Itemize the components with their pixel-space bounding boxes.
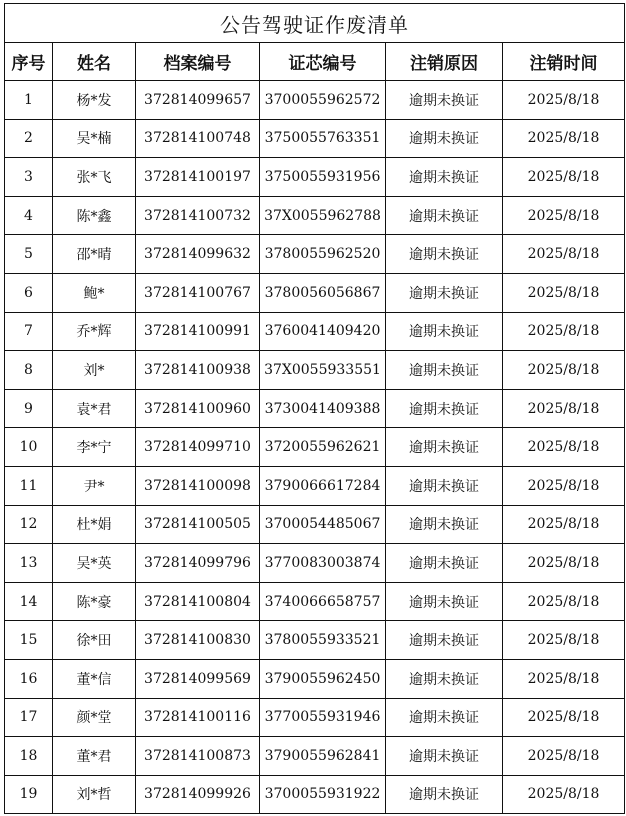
cancel-date-cell: 2025/8/18 (503, 119, 625, 158)
seq-cell: 19 (5, 775, 53, 814)
certificate-number-cell: 3750055931956 (260, 158, 386, 197)
seq-cell: 17 (5, 698, 53, 737)
header-certificate-number: 证芯编号 (260, 43, 386, 81)
cancel-date-cell: 2025/8/18 (503, 659, 625, 698)
cancel-date-cell: 2025/8/18 (503, 273, 625, 312)
cancel-date-cell: 2025/8/18 (503, 428, 625, 467)
certificate-number-cell: 3790066617284 (260, 466, 386, 505)
table-row (5, 621, 625, 660)
cancel-reason-cell: 逾期未换证 (386, 273, 503, 312)
cancel-date-cell: 2025/8/18 (503, 582, 625, 621)
name-cell: 乔*辉 (53, 312, 136, 351)
file-number-cell: 372814100098 (136, 466, 260, 505)
certificate-number-cell: 3780055962520 (260, 235, 386, 274)
certificate-number-cell: 3720055962621 (260, 428, 386, 467)
seq-cell: 10 (5, 428, 53, 467)
certificate-number-cell: 3790055962450 (260, 659, 386, 698)
cancel-reason-cell: 逾期未换证 (386, 544, 503, 583)
cancel-reason-cell: 逾期未换证 (386, 737, 503, 776)
certificate-number-cell: 3770055931946 (260, 698, 386, 737)
header-name: 姓名 (53, 43, 136, 81)
certificate-number-cell: 3750055763351 (260, 119, 386, 158)
table-row (5, 273, 625, 312)
cancel-date-cell: 2025/8/18 (503, 196, 625, 235)
seq-cell: 1 (5, 81, 53, 120)
cancel-reason-cell: 逾期未换证 (386, 428, 503, 467)
header-cancel-reason: 注销原因 (386, 43, 503, 81)
seq-cell: 7 (5, 312, 53, 351)
file-number-cell: 372814100804 (136, 582, 260, 621)
file-number-cell: 372814100960 (136, 389, 260, 428)
cancel-reason-cell: 逾期未换证 (386, 389, 503, 428)
certificate-number-cell: 3700055931922 (260, 775, 386, 814)
file-number-cell: 372814099796 (136, 544, 260, 583)
cancel-date-cell: 2025/8/18 (503, 158, 625, 197)
cancel-reason-cell: 逾期未换证 (386, 698, 503, 737)
certificate-number-cell: 3760041409420 (260, 312, 386, 351)
name-cell: 杜*娟 (53, 505, 136, 544)
file-number-cell: 372814100873 (136, 737, 260, 776)
table-row (5, 737, 625, 776)
name-cell: 刘* (53, 351, 136, 390)
name-cell: 吴*楠 (53, 119, 136, 158)
seq-cell: 11 (5, 466, 53, 505)
table-row (5, 466, 625, 505)
certificate-number-cell: 37X0055933551 (260, 351, 386, 390)
name-cell: 鲍* (53, 273, 136, 312)
certificate-number-cell: 3700055962572 (260, 81, 386, 120)
file-number-cell: 372814100938 (136, 351, 260, 390)
table-row (5, 119, 625, 158)
table-row (5, 389, 625, 428)
seq-cell: 18 (5, 737, 53, 776)
table-row (5, 659, 625, 698)
table-row (5, 544, 625, 583)
seq-cell: 12 (5, 505, 53, 544)
name-cell: 陈*鑫 (53, 196, 136, 235)
cancel-date-cell: 2025/8/18 (503, 235, 625, 274)
header-cancel-date: 注销时间 (503, 43, 625, 81)
file-number-cell: 372814100116 (136, 698, 260, 737)
header-row (5, 43, 625, 81)
table-row (5, 81, 625, 120)
table-row (5, 196, 625, 235)
table-row (5, 775, 625, 814)
certificate-number-cell: 3780055933521 (260, 621, 386, 660)
table-row (5, 428, 625, 467)
cancel-reason-cell: 逾期未换证 (386, 621, 503, 660)
certificate-number-cell: 3740066658757 (260, 582, 386, 621)
cancel-date-cell: 2025/8/18 (503, 81, 625, 120)
table-row (5, 582, 625, 621)
file-number-cell: 372814100830 (136, 621, 260, 660)
file-number-cell: 372814099710 (136, 428, 260, 467)
seq-cell: 8 (5, 351, 53, 390)
seq-cell: 2 (5, 119, 53, 158)
table-row (5, 158, 625, 197)
seq-cell: 16 (5, 659, 53, 698)
cancel-date-cell: 2025/8/18 (503, 312, 625, 351)
cancel-date-cell: 2025/8/18 (503, 698, 625, 737)
name-cell: 张*飞 (53, 158, 136, 197)
header-file-number: 档案编号 (136, 43, 260, 81)
file-number-cell: 372814100991 (136, 312, 260, 351)
table-row (5, 505, 625, 544)
seq-cell: 6 (5, 273, 53, 312)
seq-cell: 5 (5, 235, 53, 274)
file-number-cell: 372814100732 (136, 196, 260, 235)
license-cancellation-table (4, 3, 625, 814)
file-number-cell: 372814099926 (136, 775, 260, 814)
seq-cell: 9 (5, 389, 53, 428)
cancel-date-cell: 2025/8/18 (503, 351, 625, 390)
name-cell: 邵*晴 (53, 235, 136, 274)
file-number-cell: 372814100767 (136, 273, 260, 312)
file-number-cell: 372814099569 (136, 659, 260, 698)
cancel-reason-cell: 逾期未换证 (386, 312, 503, 351)
cancel-date-cell: 2025/8/18 (503, 544, 625, 583)
title-row (5, 4, 625, 43)
cancel-reason-cell: 逾期未换证 (386, 505, 503, 544)
file-number-cell: 372814100197 (136, 158, 260, 197)
name-cell: 颜*堂 (53, 698, 136, 737)
table-row (5, 312, 625, 351)
seq-cell: 15 (5, 621, 53, 660)
cancel-reason-cell: 逾期未换证 (386, 466, 503, 505)
header-seq: 序号 (5, 43, 53, 81)
name-cell: 徐*田 (53, 621, 136, 660)
name-cell: 袁*君 (53, 389, 136, 428)
certificate-number-cell: 3790055962841 (260, 737, 386, 776)
name-cell: 吴*英 (53, 544, 136, 583)
name-cell: 杨*发 (53, 81, 136, 120)
cancel-reason-cell: 逾期未换证 (386, 582, 503, 621)
table-row (5, 351, 625, 390)
cancel-reason-cell: 逾期未换证 (386, 81, 503, 120)
certificate-number-cell: 3770083003874 (260, 544, 386, 583)
cancel-reason-cell: 逾期未换证 (386, 158, 503, 197)
name-cell: 尹* (53, 466, 136, 505)
cancel-date-cell: 2025/8/18 (503, 505, 625, 544)
name-cell: 李*宁 (53, 428, 136, 467)
cancel-reason-cell: 逾期未换证 (386, 659, 503, 698)
seq-cell: 13 (5, 544, 53, 583)
cancel-reason-cell: 逾期未换证 (386, 351, 503, 390)
certificate-number-cell: 3780056056867 (260, 273, 386, 312)
cancel-reason-cell: 逾期未换证 (386, 775, 503, 814)
file-number-cell: 372814100505 (136, 505, 260, 544)
file-number-cell: 372814099632 (136, 235, 260, 274)
name-cell: 陈*豪 (53, 582, 136, 621)
name-cell: 董*君 (53, 737, 136, 776)
certificate-number-cell: 3700054485067 (260, 505, 386, 544)
certificate-number-cell: 3730041409388 (260, 389, 386, 428)
file-number-cell: 372814100748 (136, 119, 260, 158)
cancel-date-cell: 2025/8/18 (503, 466, 625, 505)
table-row (5, 698, 625, 737)
cancel-date-cell: 2025/8/18 (503, 775, 625, 814)
file-number-cell: 372814099657 (136, 81, 260, 120)
cancel-date-cell: 2025/8/18 (503, 389, 625, 428)
cancel-date-cell: 2025/8/18 (503, 737, 625, 776)
certificate-number-cell: 37X0055962788 (260, 196, 386, 235)
cancel-date-cell: 2025/8/18 (503, 621, 625, 660)
seq-cell: 14 (5, 582, 53, 621)
seq-cell: 4 (5, 196, 53, 235)
cancel-reason-cell: 逾期未换证 (386, 196, 503, 235)
seq-cell: 3 (5, 158, 53, 197)
cancel-reason-cell: 逾期未换证 (386, 235, 503, 274)
name-cell: 董*信 (53, 659, 136, 698)
table-row (5, 235, 625, 274)
cancel-reason-cell: 逾期未换证 (386, 119, 503, 158)
document-title: 公告驾驶证作废清单 (5, 4, 625, 43)
name-cell: 刘*哲 (53, 775, 136, 814)
